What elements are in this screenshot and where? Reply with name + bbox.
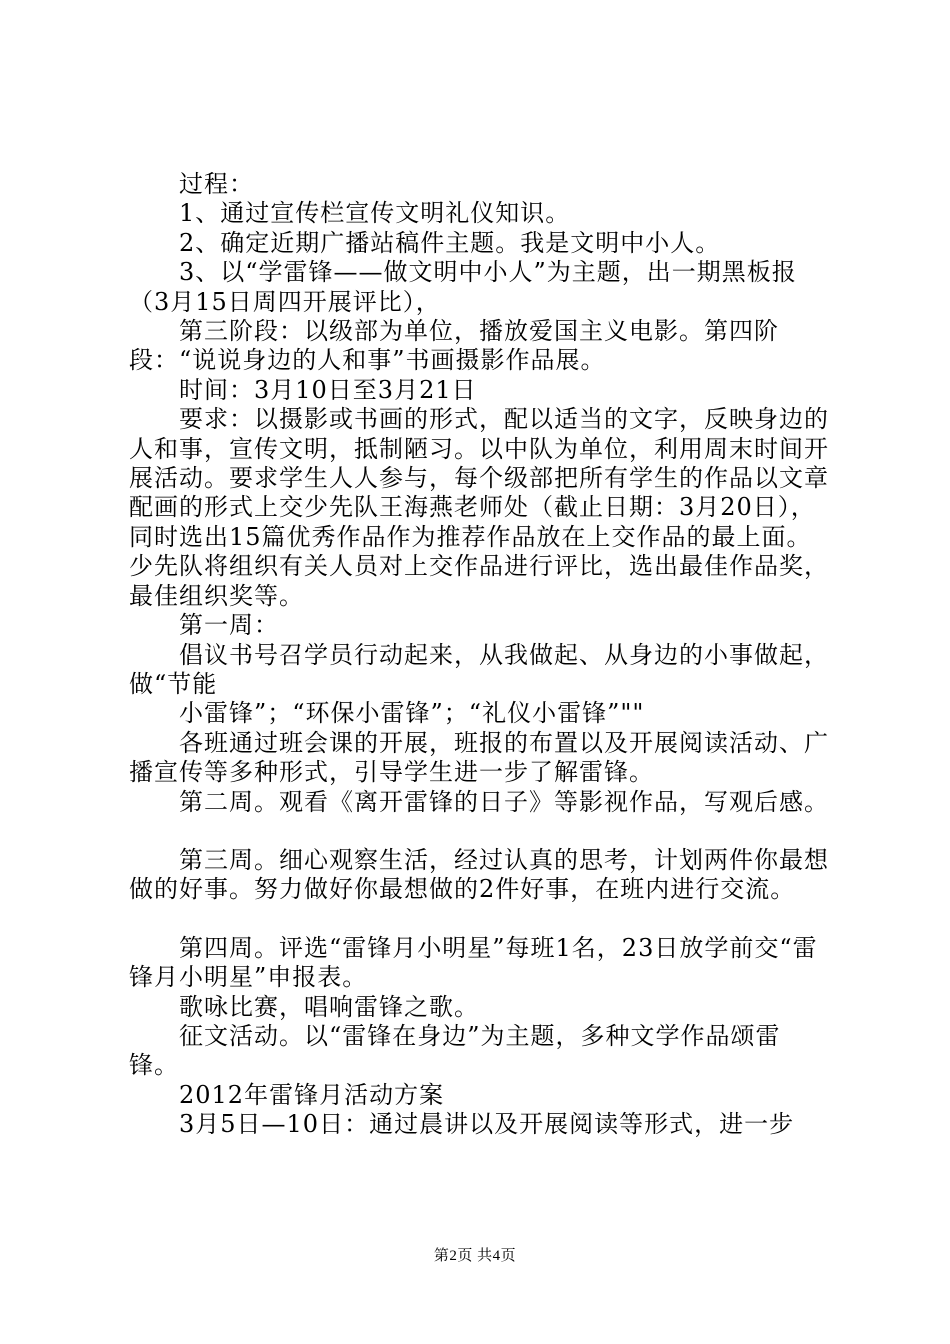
paragraph-stage-three-four: 第三阶段：以级部为单位，播放爱国主义电影。第四阶段：“说说身边的人和事”书画摄影作品展。 bbox=[129, 317, 779, 375]
paragraph-requirements: 要求：以摄影或书画的形式，配以适当的文字，反映身边的人和事，宣传文明，抵制陋习。以中队为单位，利用周末时间开展活动。要求学生人人参与，每个级部把所有学生的作品以文章配画的形式上交少先队王海燕老师处（截止日期：3月20日），同时选出15篇优秀作品作为推荐作品放在上交作品的最上面。少先队将组织有关人员对上交作品进行评比，选出最佳作品奖，最佳组织奖等。 bbox=[129, 405, 829, 610]
paragraph-time: 时间：3月10日至3月21日 bbox=[179, 375, 477, 404]
paragraph-class-activities: 各班通过班会课的开展，班报的布置以及开展阅读活动、广播宣传等多种形式，引导学生进一步了解雷锋。 bbox=[129, 728, 829, 787]
paragraph-spacer bbox=[129, 905, 829, 934]
paragraph-item-3: 3、以“学雷锋——做文明中小人”为主题，出一期黑板报（3月15日周四开展评比）， bbox=[129, 258, 797, 316]
paragraph-singing-contest: 歌咏比赛，唱响雷锋之歌。 bbox=[179, 992, 479, 1021]
paragraph-spacer bbox=[129, 817, 829, 846]
paragraph-little-leifeng: 小雷锋”；“环保小雷锋”；“礼仪小雷锋”"" bbox=[179, 699, 645, 728]
paragraph-plan-title: 2012年雷锋月活动方案 bbox=[179, 1080, 445, 1109]
paragraph-week-two: 第二周。观看《离开雷锋的日子》等影视作品，写观后感。 bbox=[179, 787, 829, 816]
paragraph-march-schedule: 3月5日—10日：通过晨讲以及开展阅读等形式，进一步 bbox=[179, 1110, 795, 1139]
document-body bbox=[129, 170, 829, 1140]
paragraph-process-heading: 过程： bbox=[179, 170, 254, 198]
paragraph-essay-contest: 征文活动。以“雷锋在身边”为主题，多种文学作品颂雷锋。 bbox=[129, 1021, 781, 1080]
paragraph-week-three: 第三周。细心观察生活，经过认真的思考，计划两件你最想做的好事。努力做好你最想做的2件好事，在班内进行交流。 bbox=[129, 845, 829, 904]
paragraph-initiative: 倡议书号召学员行动起来，从我做起、从身边的小事做起，做“节能 bbox=[129, 640, 829, 698]
paragraph-item-2: 2、确定近期广播站稿件主题。我是文明中小人。 bbox=[179, 228, 721, 257]
paragraph-item-1: 1、通过宣传栏宣传文明礼仪知识。 bbox=[179, 199, 571, 228]
paragraph-week-four: 第四周。评选“雷锋月小明星”每班1名，23日放学前交“雷锋月小明星”申报表。 bbox=[129, 933, 818, 992]
paragraph-week-one-heading: 第一周： bbox=[179, 611, 279, 640]
page-number-footer: 第2页 共4页 bbox=[433, 1248, 517, 1264]
